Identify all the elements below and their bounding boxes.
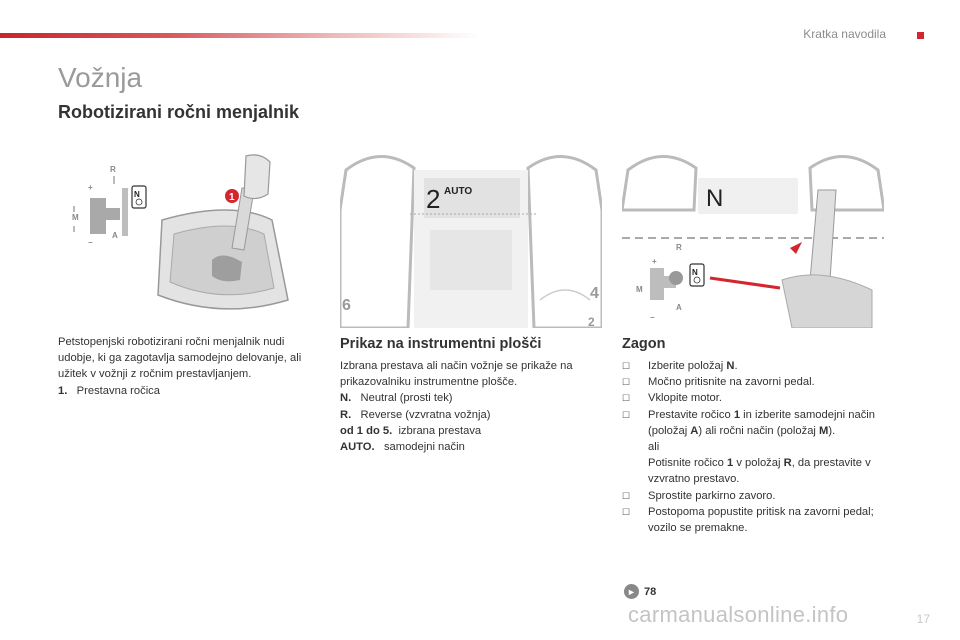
or-text: ali xyxy=(648,441,660,454)
definition-desc: samodejni način xyxy=(383,441,465,454)
start-section-title: Zagon xyxy=(622,336,666,352)
middle-column xyxy=(340,358,605,455)
gate-label-plus: + xyxy=(88,183,93,192)
checkbox-bullet-icon: ☐ xyxy=(622,361,631,371)
page-number: 17 xyxy=(916,612,930,626)
legend-item xyxy=(58,383,318,399)
gate-label-minus: − xyxy=(88,238,93,247)
left-column xyxy=(58,334,318,399)
instrument-panel-illustration xyxy=(340,150,602,328)
intro-text: Petstopenjski robotizirani ročni menjalnik nudi udobje, ki ga zagotavlja samodejno delovanje, ali užitek v vožnji z ročnim prestavljanjem. xyxy=(58,336,302,381)
gate-label-plus: + xyxy=(652,257,657,266)
gear-indicator-neutral: N xyxy=(706,185,724,212)
pointer-line xyxy=(710,278,780,288)
definition-row xyxy=(340,439,605,455)
callout-number: 1 xyxy=(229,192,235,203)
right-column xyxy=(622,358,892,536)
checkbox-bullet-icon: ☐ xyxy=(622,409,631,420)
step-item: ☐ Sprostite parkirno zavoro. xyxy=(622,488,892,504)
checkbox-bullet-icon: ☐ xyxy=(622,377,631,388)
header-section-label: Kratka navodila xyxy=(803,27,886,41)
gear-lever-illustration xyxy=(62,150,302,330)
definition-row xyxy=(340,407,605,423)
definition-desc: Reverse (vzvratna vožnja) xyxy=(360,408,491,421)
step-item: ☐ Prestavite ročico 1 in izberite samodejni način (položaj A) ali ročni način (položaj M). ali Potisnite ročico 1 v položaj R, da prestavite v vzvratno prestavo. xyxy=(622,407,892,488)
start-sequence-illustration xyxy=(622,150,884,328)
gate-label-manual: M xyxy=(636,285,643,294)
definition-desc: izbrana prestava xyxy=(398,424,482,437)
checkbox-bullet-icon: ☐ xyxy=(622,506,631,517)
gear-indicator: 2 xyxy=(426,184,441,214)
gate-label-minus: − xyxy=(650,313,655,322)
gate-label-auto: A xyxy=(676,303,682,312)
definition-row xyxy=(340,390,605,406)
gate-label-manual: M xyxy=(72,213,79,222)
step-item: ☐ Močno pritisnite na zavorni pedal. xyxy=(622,374,892,390)
mode-indicator: AUTO xyxy=(444,186,473,197)
checkbox-bullet-icon: ☐ xyxy=(622,393,631,404)
gate-label-reverse: R xyxy=(676,243,682,252)
gate-label-reverse: R xyxy=(110,165,116,174)
definition-term: AUTO. xyxy=(340,441,375,454)
gate-label-neutral: N xyxy=(134,190,140,199)
section-title: Robotizirani ročni menjalnik xyxy=(58,102,300,122)
checkbox-bullet-icon: ☐ xyxy=(622,490,631,501)
push-arrow xyxy=(790,242,802,254)
dial-number-left: 6 xyxy=(342,297,351,314)
page-title: Vožnja xyxy=(58,62,143,93)
reference-arrow-icon: ► xyxy=(624,584,639,599)
definition-term: N. xyxy=(340,392,352,405)
gate-label-auto: A xyxy=(112,231,118,240)
gear-gate-diagram xyxy=(72,165,146,247)
dial-number-right-bottom: 2 xyxy=(588,315,595,328)
step-item: ☐ Postopoma popustite pritisk na zavorni pedal; vozilo se premakne. xyxy=(622,505,874,535)
gear-gate-diagram xyxy=(636,243,704,322)
step-item: ☐ Vklopite motor. xyxy=(622,390,892,406)
header-color-bar xyxy=(0,33,480,38)
legend-number: 1. xyxy=(58,384,68,397)
definition-desc: Neutral (prosti tek) xyxy=(360,392,453,405)
display-section-title: Prikaz na instrumentni plošči xyxy=(340,336,542,352)
header-marker xyxy=(917,32,924,39)
definition-row xyxy=(340,423,605,439)
legend-text: Prestavna ročica xyxy=(76,384,160,397)
reference-page-number: 78 xyxy=(644,585,657,598)
display-intro: Izbrana prestava ali način vožnje se prikaže na prikazovalniku instrumentne plošče. xyxy=(340,360,573,389)
definition-term: od 1 do 5. xyxy=(340,424,393,437)
step-item: ☐ Izberite položaj N. xyxy=(622,358,892,374)
dial-number-right-top: 4 xyxy=(590,285,599,302)
gate-label-neutral: N xyxy=(692,268,698,277)
watermark: carmanualsonline.info xyxy=(628,602,849,627)
cross-reference[interactable] xyxy=(624,584,656,599)
definition-term: R. xyxy=(340,408,352,421)
